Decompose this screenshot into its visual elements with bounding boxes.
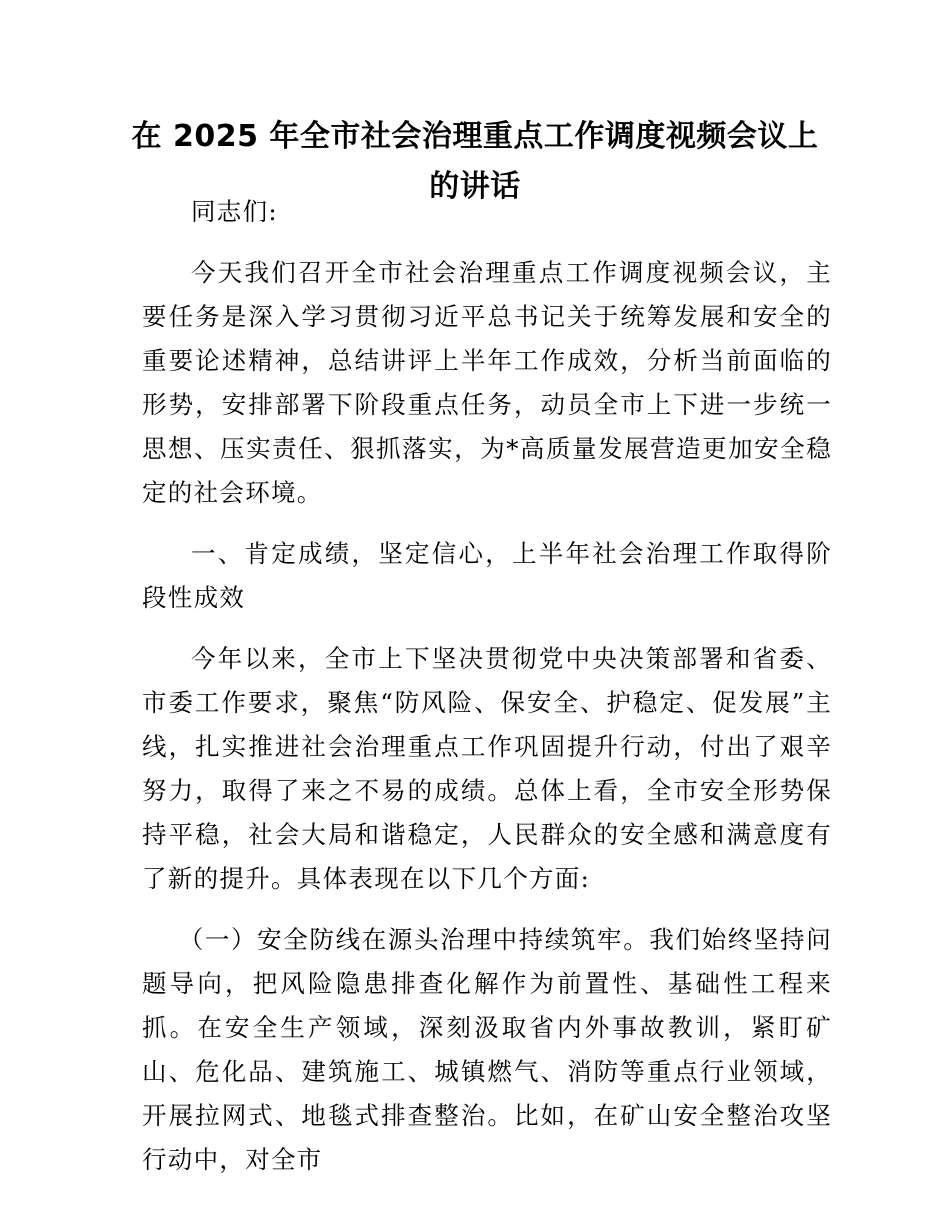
summary-paragraph: 今年以来，全市上下坚决贯彻党中央决策部署和省委、市委工作要求，聚焦“防风险、保安全、护稳定、促发展”主线，扎实推进社会治理重点工作巩固提升行动，付出了艰辛努力，取得了来之不易的成绩。总体上看，全市安全形势保持平稳，社会大局和谐稳定，人民群众的安全感和满意度有了新的提升。具体表现在以下几个方面: <box>142 644 832 893</box>
document-title: 在 2025 年全市社会治理重点工作调度视频会议上的讲话 <box>131 119 819 204</box>
subsection-paragraph: （一）安全防线在源头治理中持续筑牢。我们始终坚持问题导向，把风险隐患排查化解作为前置性、基础性工程来抓。在安全生产领域，深刻汲取省内外事故教训，紧盯矿山、危化品、建筑施工、城镇燃气、消防等重点行业领域，开展拉网式、地毯式排查整治。比如，在矿山安全整治攻坚行动中，对全市 <box>142 925 832 1174</box>
salutation-paragraph: 同志们: <box>191 197 278 226</box>
intro-paragraph: 今天我们召开全市社会治理重点工作调度视频会议，主要任务是深入学习贯彻习近平总书记关于统筹发展和安全的重要论述精神，总结讲评上半年工作成效，分析当前面临的形势，安排部署下阶段重点任务，动员全市上下进一步统一思想、压实责任、狠抓落实，为*高质量发展营造更加安全稳定的社会环境。 <box>142 258 832 507</box>
section-heading: 一、肯定成绩，坚定信心，上半年社会治理工作取得阶段性成效 <box>142 539 832 612</box>
document-body <box>142 190 832 1199</box>
